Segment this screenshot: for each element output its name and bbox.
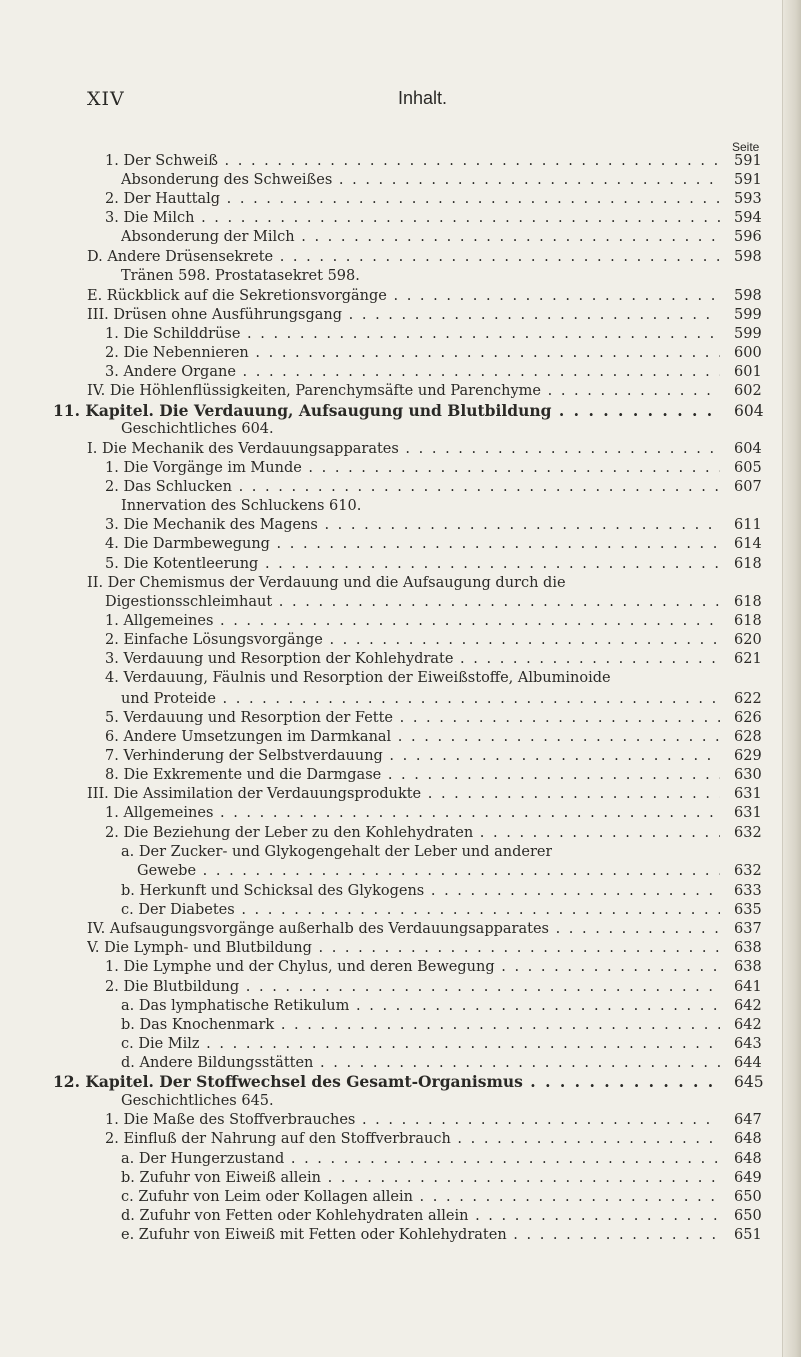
- toc-entry: [0, 228, 780, 246]
- toc-entry-title: 3. Die Milch . . .: [105, 209, 720, 227]
- toc-entry: [0, 1111, 780, 1129]
- toc-entry: [0, 1169, 780, 1187]
- toc-entry-title: d. Andere Bildungsstätten . . .: [121, 1054, 720, 1072]
- toc-entry-title: 4. Die Darmbewegung . . .: [105, 535, 720, 553]
- toc-entry: [0, 248, 780, 266]
- toc-entry-title: 2. Das Schlucken . . .: [105, 478, 720, 496]
- toc-entry: [0, 728, 780, 746]
- toc-entry-page: 621: [734, 651, 762, 667]
- toc-entry-page: 626: [734, 710, 762, 726]
- toc-entry-title: Absonderung der Milch . . .: [121, 228, 720, 246]
- toc-entry: [0, 650, 780, 668]
- toc-entry: [0, 690, 780, 708]
- toc-entry-page: 631: [734, 786, 762, 802]
- toc-entry-page: 599: [734, 307, 762, 323]
- toc-entry: [0, 631, 780, 649]
- toc-entry: [0, 766, 780, 784]
- toc-entry-title: e. Zufuhr von Eiweiß mit Fetten oder Kohlehydraten . . .: [121, 1226, 720, 1244]
- toc-entry: [0, 574, 780, 592]
- toc-entry-title: 2. Die Beziehung der Leber zu den Kohlehydraten . . .: [105, 824, 720, 842]
- toc-entry: [0, 824, 780, 842]
- toc-entry: [0, 1016, 780, 1034]
- toc-entry-title: 11. Kapitel. Die Verdauung, Aufsaugung und Blutbildung . . .: [53, 402, 720, 420]
- toc-entry: [0, 785, 780, 803]
- toc-entry-title: 4. Verdauung, Fäulnis und Resorption der Eiweißstoffe, Albuminoide: [105, 670, 611, 686]
- toc-entry-page: 635: [734, 902, 762, 918]
- toc-entry-page: 642: [734, 1017, 762, 1033]
- toc-entry: [0, 420, 780, 438]
- toc-entry-page: 599: [734, 326, 762, 342]
- toc-entry: [0, 209, 780, 227]
- toc-entry-page: 604: [734, 402, 764, 420]
- running-head: Inhalt.: [398, 88, 448, 108]
- toc-entry: [0, 306, 780, 324]
- toc-entry-title: IV. Aufsaugungsvorgänge außerhalb des Verdauungsapparates . . .: [87, 920, 720, 938]
- toc-entry-title: 1. Die Schilddrüse . . .: [105, 325, 720, 343]
- toc-entry-title: D. Andere Drüsensekrete . . .: [87, 248, 720, 266]
- toc-entry-title: 7. Verhinderung der Selbstverdauung . . .: [105, 747, 720, 765]
- toc-entry-title: c. Der Diabetes . . .: [121, 901, 720, 919]
- toc-entry-page: 630: [734, 767, 762, 783]
- toc-entry-page: 628: [734, 729, 762, 745]
- toc-entry: [0, 325, 780, 343]
- toc-entry: [0, 267, 780, 285]
- toc-entry-title: 2. Der Hauttalg . . .: [105, 190, 720, 208]
- toc-entry-title: Innervation des Schluckens 610.: [121, 498, 362, 514]
- page-edge: [782, 0, 801, 1357]
- toc-entry-page: 651: [734, 1227, 762, 1243]
- toc-entry-page: 620: [734, 632, 762, 648]
- toc-entry-title: Tränen 598. Prostatasekret 598.: [121, 268, 360, 284]
- toc-entry-title: 3. Andere Organe . . .: [105, 363, 720, 381]
- toc-entry: [0, 497, 780, 515]
- toc-entry-title: b. Herkunft und Schicksal des Glykogens . . .: [121, 882, 720, 900]
- toc-entry: [0, 382, 780, 400]
- toc-entry: [0, 862, 780, 880]
- toc-entry: [0, 344, 780, 362]
- toc-entry: [0, 939, 780, 957]
- toc-entry-title: 3. Die Mechanik des Magens . . .: [105, 516, 720, 534]
- toc-entry: [0, 709, 780, 727]
- toc-entry: [0, 920, 780, 938]
- toc-entry: [0, 1130, 780, 1148]
- toc-entry-page: 622: [734, 691, 762, 707]
- toc-entry-page: 638: [734, 959, 762, 975]
- toc-entry-title: 1. Die Maße des Stoffverbrauches . . .: [105, 1111, 720, 1129]
- toc-entry: [0, 171, 780, 189]
- toc-entry: [0, 612, 780, 630]
- toc-entry-title: V. Die Lymph- und Blutbildung . . .: [87, 939, 720, 957]
- toc-entry-page: 607: [734, 479, 762, 495]
- toc-entry-title: 1. Die Vorgänge im Munde . . .: [105, 459, 720, 477]
- toc-chapter-entry: [0, 402, 780, 420]
- toc-entry-title: 2. Die Nebennieren . . .: [105, 344, 720, 362]
- toc-entry-title: Geschichtliches 604.: [121, 421, 274, 437]
- toc-entry: [0, 1226, 780, 1244]
- toc-entry: [0, 516, 780, 534]
- toc-entry-title: und Proteide . . .: [121, 690, 720, 708]
- toc-entry: [0, 440, 780, 458]
- toc-entry-title: c. Zufuhr von Leim oder Kollagen allein . . .: [121, 1188, 720, 1206]
- toc-entry: [0, 535, 780, 553]
- toc-entry-title: b. Das Knochenmark . . .: [121, 1016, 720, 1034]
- toc-entry: [0, 1207, 780, 1225]
- toc-entry: [0, 1035, 780, 1053]
- toc-entry-title: 8. Die Exkremente und die Darmgase . . .: [105, 766, 720, 784]
- toc-entry-title: d. Zufuhr von Fetten oder Kohlehydraten allein . . .: [121, 1207, 720, 1225]
- toc-entry-page: 644: [734, 1055, 762, 1071]
- toc-entry: [0, 882, 780, 900]
- toc-entry: [0, 1150, 780, 1168]
- toc-entry: [0, 287, 780, 305]
- toc-entry-page: 648: [734, 1151, 762, 1167]
- toc-entry-title: 2. Einfache Lösungsvorgänge . . .: [105, 631, 720, 649]
- toc-entry-page: 594: [734, 210, 762, 226]
- toc-entry-page: 631: [734, 805, 762, 821]
- toc-entry-title: 5. Die Kotentleerung . . .: [105, 555, 720, 573]
- toc-entry: [0, 1092, 780, 1110]
- toc-entry: [0, 478, 780, 496]
- toc-entry: [0, 804, 780, 822]
- toc-entry: [0, 978, 780, 996]
- toc-entry-title: 1. Allgemeines . . .: [105, 612, 720, 630]
- toc-entry-title: 2. Die Blutbildung . . .: [105, 978, 720, 996]
- toc-entry-page: 598: [734, 249, 762, 265]
- toc-chapter-entry: [0, 1073, 780, 1091]
- toc-entry: [0, 459, 780, 477]
- toc-entry-page: 648: [734, 1131, 762, 1147]
- toc-entry-page: 598: [734, 288, 762, 304]
- toc-entry-page: 596: [734, 229, 762, 245]
- toc-entry-title: IV. Die Höhlenflüssigkeiten, Parenchymsäfte und Parenchyme . . .: [87, 382, 720, 400]
- toc-entry-title: 1. Der Schweiß . . .: [105, 152, 720, 170]
- toc-entry-page: 643: [734, 1036, 762, 1052]
- toc-entry-title: 5. Verdauung und Resorption der Fette . . .: [105, 709, 720, 727]
- toc-entry: [0, 190, 780, 208]
- toc-entry-title: 2. Einfluß der Nahrung auf den Stoffverbrauch . . .: [105, 1130, 720, 1148]
- toc-entry-page: 604: [734, 441, 762, 457]
- toc-entry-page: 618: [734, 594, 762, 610]
- toc-entry-page: 618: [734, 556, 762, 572]
- toc-entry-page: 637: [734, 921, 762, 937]
- toc-entry-title: a. Der Zucker- und Glykogengehalt der Leber und anderer: [121, 844, 553, 860]
- toc-entry: [0, 555, 780, 573]
- toc-entry: [0, 901, 780, 919]
- toc-entry-page: 591: [734, 153, 762, 169]
- toc-entry-title: Geschichtliches 645.: [121, 1093, 274, 1109]
- toc-entry-page: 602: [734, 383, 762, 399]
- toc-entry-page: 645: [734, 1073, 764, 1091]
- toc-entry: [0, 843, 780, 861]
- toc-entry-title: Digestionsschleimhaut . . .: [105, 593, 720, 611]
- toc-entry-title: Absonderung des Schweißes . . .: [121, 171, 720, 189]
- toc-entry-title: b. Zufuhr von Eiweiß allein . . .: [121, 1169, 720, 1187]
- toc-entry-page: 641: [734, 979, 762, 995]
- toc-entry-title: 1. Allgemeines . . .: [105, 804, 720, 822]
- toc-entry: [0, 997, 780, 1015]
- toc-entry-title: III. Die Assimilation der Verdauungsprodukte . . .: [87, 785, 720, 803]
- toc-entry-page: 650: [734, 1208, 762, 1224]
- toc-entry-title: E. Rückblick auf die Sekretionsvorgänge . . .: [87, 287, 720, 305]
- toc-entry-title: III. Drüsen ohne Ausführungsgang . . .: [87, 306, 720, 324]
- toc-entry-title: 12. Kapitel. Der Stoffwechsel des Gesamt-Organismus . . .: [53, 1073, 720, 1091]
- toc-entry-title: c. Die Milz . . .: [121, 1035, 720, 1053]
- toc-entry-page: 614: [734, 536, 762, 552]
- toc-entry-title: Gewebe . . .: [137, 862, 720, 880]
- toc-entry-page: 647: [734, 1112, 762, 1128]
- seite-label: Seite: [732, 140, 760, 154]
- toc-entry-page: 632: [734, 825, 762, 841]
- toc-entry-title: 6. Andere Umsetzungen im Darmkanal . . .: [105, 728, 720, 746]
- toc-entry-title: II. Der Chemismus der Verdauung und die Aufsaugung durch die: [87, 575, 566, 591]
- toc-entry-title: a. Das lymphatische Retikulum . . .: [121, 997, 720, 1015]
- toc-entry: [0, 152, 780, 170]
- toc-entry: [0, 1188, 780, 1206]
- toc-entry-page: 650: [734, 1189, 762, 1205]
- toc-entry: [0, 669, 780, 687]
- toc-entry: [0, 363, 780, 381]
- toc-entry-title: a. Der Hungerzustand . . .: [121, 1150, 720, 1168]
- toc-entry-page: 600: [734, 345, 762, 361]
- toc-entry-page: 591: [734, 172, 762, 188]
- toc-entry-page: 611: [734, 517, 762, 533]
- toc-entry: [0, 1054, 780, 1072]
- toc-entry-page: 649: [734, 1170, 762, 1186]
- toc-entry-page: 632: [734, 863, 762, 879]
- toc-entry-title: 1. Die Lymphe und der Chylus, und deren Bewegung . . .: [105, 958, 720, 976]
- toc-entry-page: 629: [734, 748, 762, 764]
- toc-entry-page: 605: [734, 460, 762, 476]
- toc-entry-page: 642: [734, 998, 762, 1014]
- toc-entry-page: 638: [734, 940, 762, 956]
- page-number-roman: XIV: [87, 88, 125, 110]
- toc-entry: [0, 747, 780, 765]
- toc-entry-page: 601: [734, 364, 762, 380]
- toc-entry-page: 618: [734, 613, 762, 629]
- toc-entry-title: 3. Verdauung und Resorption der Kohlehydrate . . .: [105, 650, 720, 668]
- toc-entry-page: 593: [734, 191, 762, 207]
- toc-entry: [0, 958, 780, 976]
- toc-entry-title: I. Die Mechanik des Verdauungsapparates . . .: [87, 440, 720, 458]
- toc-entry: [0, 593, 780, 611]
- toc-entry-page: 633: [734, 883, 762, 899]
